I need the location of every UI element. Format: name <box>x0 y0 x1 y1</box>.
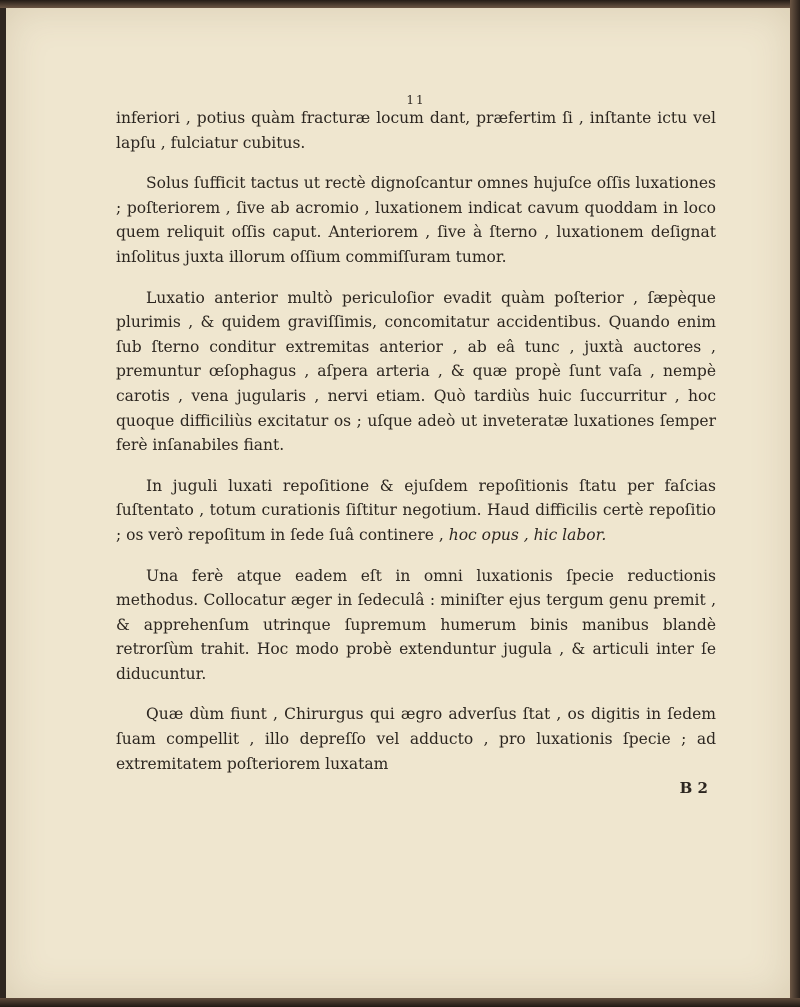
paragraph-4-italic-quote: hoc opus , hic labor. <box>448 525 607 544</box>
paragraph-4-text: In juguli luxati repoſitione & ejuſdem repoſitionis ſtatu per faſcias ſuſtentato , totum curationis ſiſtitur negotium. Haud difficilis certè repoſitio ; os verò repoſitum in ſede ſuâ continere , <box>116 476 716 544</box>
signature-mark: B 2 <box>679 779 708 798</box>
paragraph-5: Una ferè atque eadem eſt in omni luxationis ſpecie reductionis methodus. Collocatur æger in ſedeculâ : miniſter ejus tergum genu premit , & apprehenſum utrinque ſupremum humerum binis manibus blandè retrorſùm trahit. Hoc modo probè extenduntur jugula , & articuli inter ſe diducuntur. <box>116 566 716 683</box>
page-bottom-edge <box>0 998 800 1007</box>
paragraph-4 <box>116 474 716 548</box>
book-page <box>6 8 790 998</box>
paragraph-3: Luxatio anterior multò periculoſior evadit quàm poſterior , ſæpèque plurimis , & quidem graviſſimis, concomitatur accidentibus. Quando enim ſub ſterno conditur extremitas anterior , ab eâ tunc , juxtà auctores , premuntur œſophagus , aſpera arteria , & quæ propè ſunt vaſa , nempè carotis , vena jugularis , nervi etiam. Quò tardiùs huic ſuccurritur , hoc quoque difficiliùs excitatur os ; uſque adeò ut inveteratæ luxationes ſemper ferè inſanabiles fiant. <box>116 288 716 455</box>
paragraph-2: Solus ſufficit tactus ut rectè dignoſcantur omnes hujuſce oſſis luxationes ; poſteriorem , ſive ab acromio , luxationem indicat cavum quoddam in loco quem reliquit oſſis caput. Anteriorem , ſive à ſterno , luxationem deſignat inſolitus juxta illorum oſſium commiſſuram tumor. <box>116 174 716 266</box>
text-block <box>116 90 716 798</box>
page-number: 11 <box>406 93 426 107</box>
page-right-edge <box>790 0 800 1007</box>
paragraph-6: Quæ dùm fiunt , Chirurgus qui ægro adverſus ſtat , os digitis in ſedem ſuam compellit , illo depreſſo vel adducto , pro luxationis ſpecie ; ad extremitatem poſteriorem luxatam <box>116 705 716 773</box>
paragraph-1: inferiori , potius quàm fracturæ locum dant, præfertim ſi , inſtante ictu vel lapſu , fulciatur cubitus. <box>116 109 716 152</box>
page-top-edge <box>0 0 800 8</box>
